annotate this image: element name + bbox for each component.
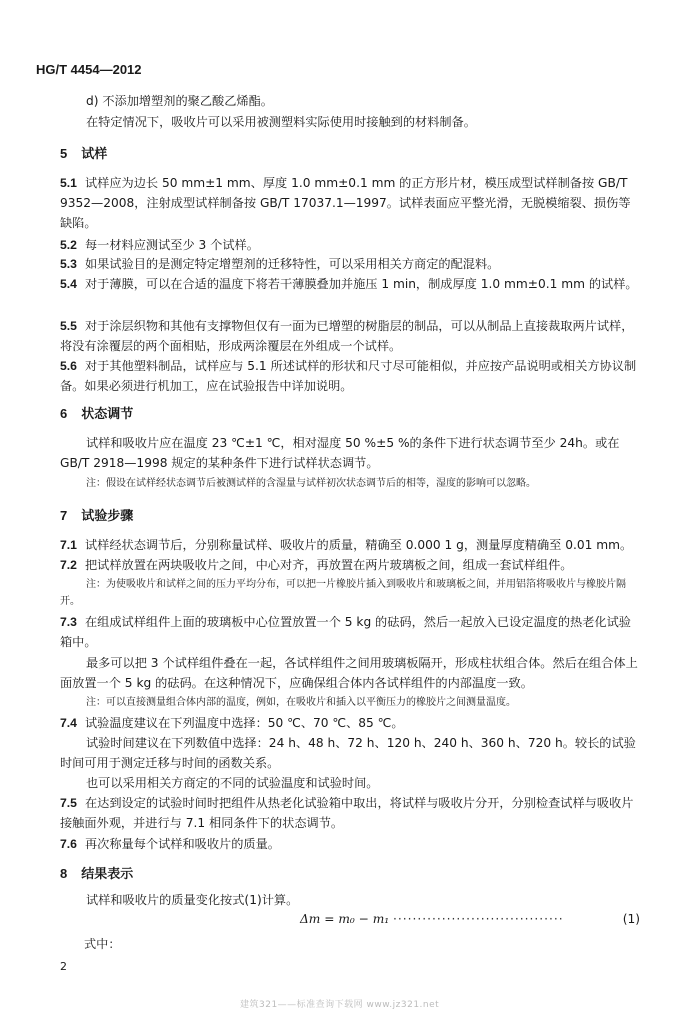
clause-5-3 <box>60 254 640 274</box>
clause-7-2-note: 注：为使吸收片和试样之间的压力平均分布，可以把一片橡胶片插入到吸收片和玻璃板之间，并用铝箔将吸收片与橡胶片隔开。 <box>60 579 626 607</box>
clause-7-1-text: 试样经状态调节后，分别称量试样、吸收片的质量，精确至 0.000 1 g，测量厚度精确至 0.01 mm。 <box>84 538 633 552</box>
clause-7-6-number: 7.6 <box>60 837 77 851</box>
clause-7-2-number: 7.2 <box>60 558 77 572</box>
clause-5-4-number: 5.4 <box>60 277 77 291</box>
clause-5-4 <box>60 274 640 294</box>
clause-5-6-number: 5.6 <box>60 359 77 373</box>
clause-5-3-number: 5.3 <box>60 257 77 271</box>
section-6-title: 状态调节 <box>81 407 134 422</box>
clause-5-5 <box>60 316 640 356</box>
clause-7-5 <box>60 793 640 833</box>
standard-code: HG/T 4454—2012 <box>36 62 142 77</box>
intro-item-d <box>60 91 640 111</box>
clause-5-4-text: 对于薄膜，可以在合适的温度下将若干薄膜叠加并施压 1 min，制成厚度 1.0 mm±0.1 mm 的试样。 <box>84 277 638 291</box>
clause-7-3-number: 7.3 <box>60 615 77 629</box>
section-8-heading <box>60 864 640 885</box>
clause-7-3 <box>60 612 640 652</box>
clause-7-5-number: 7.5 <box>60 796 77 810</box>
clause-7-3-note: 注：可以直接测量组合体内部的温度，例如，在吸收片和插入以平衡压力的橡胶片之间测量温度。 <box>86 697 516 708</box>
clause-7-1-number: 7.1 <box>60 538 77 552</box>
section-6-note: 注：假设在试样经状态调节后被测试样的含湿量与试样初次状态调节后的相等，湿度的影响可以忽略。 <box>86 478 536 489</box>
clause-5-2-number: 5.2 <box>60 238 77 252</box>
where-label: 式中： <box>84 937 121 951</box>
clause-5-2-text: 每一材料应测试至少 3 个试样。 <box>84 238 259 252</box>
section-7-number: 7 <box>60 508 68 523</box>
section-5-number: 5 <box>60 146 68 161</box>
clause-7-5-text: 在达到设定的试验时间时把组件从热老化试验箱中取出，将试样与吸收片分开，分别检查试样与吸收片接触面外观，并进行与 7.1 相同条件下的状态调节。 <box>60 796 634 830</box>
clause-5-1-number: 5.1 <box>60 176 77 190</box>
clause-7-2 <box>60 555 640 575</box>
clause-5-6 <box>60 356 640 396</box>
clause-5-6-text: 对于其他塑料制品，试样应与 5.1 所述试样的形状和尺寸尽可能相似，并应按产品说明或相关方协议制备。如果必须进行机加工，应在试验报告中详加说明。 <box>60 359 637 393</box>
clause-7-3-paragraph-2: 最多可以把 3 个试样组件叠在一起，各试样组件之间用玻璃板隔开，形成柱状组合体。然后在组合体上面放置一个 5 kg 的砝码。在这种情况下，应确保组合体内各试样组件的内部温度一致。 <box>60 656 638 690</box>
clause-7-1 <box>60 535 640 555</box>
watermark-text: 建筑321——标准查询下载网 www.jz321.net <box>240 1000 440 1010</box>
section-6-text: 试样和吸收片应在温度 23 ℃±1 ℃，相对湿度 50 %±5 %的条件下进行状态调节至少 24h。或在 GB/T 2918—1998 规定的某种条件下进行试样状态调节。 <box>60 436 620 470</box>
clause-5-5-text: 对于涂层织物和其他有支撑物但仅有一面为已增塑的树脂层的制品，可以从制品上直接裁取两片试样，将没有涂覆层的两个面相贴，形成两涂覆层在外组成一个试样。 <box>60 319 634 353</box>
page-number: 2 <box>60 960 67 973</box>
section-8-title: 结果表示 <box>81 867 134 882</box>
section-6-heading <box>60 404 640 425</box>
section-7-heading <box>60 506 640 527</box>
clause-5-1-text: 试样应为边长 50 mm±1 mm、厚度 1.0 mm±0.1 mm 的正方形片材，模压成型试样制备按 GB/T 9352—2008，注射成型试样制备按 GB/T 17037.1—1997。试样表面应平整光滑，无脱模缩裂、损伤等缺陷。 <box>60 176 631 230</box>
clause-7-6 <box>60 834 640 854</box>
formula-1: Δm = m₀ − m₁ <box>300 912 390 926</box>
section-6-number: 6 <box>60 406 68 421</box>
clause-7-2-text: 把试样放置在两块吸收片之间，中心对齐，再放置在两片玻璃板之间，组成一套试样组件。 <box>84 558 573 572</box>
clause-7-4-paragraph-3: 也可以采用相关方商定的不同的试验温度和试验时间。 <box>86 776 379 790</box>
clause-7-4-paragraph-2: 试验时间建议在下列数值中选择：24 h、48 h、72 h、120 h、240 h、360 h、720 h。较长的试验时间可用于测定迁移与时间的函数关系。 <box>60 736 636 770</box>
clause-5-2 <box>60 235 640 255</box>
equation-number: (1) <box>622 912 640 926</box>
section-8-number: 8 <box>60 866 68 881</box>
clause-7-4-number: 7.4 <box>60 716 77 730</box>
section-5-title: 试样 <box>81 147 108 162</box>
clause-5-5-number: 5.5 <box>60 319 77 333</box>
clause-7-6-text: 再次称量每个试样和吸收片的质量。 <box>84 837 280 851</box>
clause-7-3-text: 在组成试样组件上面的玻璃板中心位置放置一个 5 kg 的砝码，然后一起放入已设定温度的热老化试验箱中。 <box>60 615 631 649</box>
intro-special-case: 在特定情况下，吸收片可以采用被测塑料实际使用时接触到的材料制备。 <box>86 115 476 129</box>
section-7-title: 试验步骤 <box>81 509 134 524</box>
clause-7-4 <box>60 713 640 733</box>
intro-item-d-text: d) 不添加增塑剂的聚乙酸乙烯酯。 <box>86 94 273 108</box>
formula-1-row <box>300 912 640 926</box>
clause-5-1 <box>60 173 640 233</box>
formula-leader-dots: ··································· <box>393 912 564 926</box>
section-8-text: 试样和吸收片的质量变化按式(1)计算。 <box>86 893 299 907</box>
section-5-heading <box>60 144 640 165</box>
clause-5-3-text: 如果试验目的是测定特定增塑剂的迁移特性，可以采用相关方商定的配混料。 <box>84 257 500 271</box>
clause-7-4-text: 试验温度建议在下列温度中选择：50 ℃、70 ℃、85 ℃。 <box>84 716 404 730</box>
